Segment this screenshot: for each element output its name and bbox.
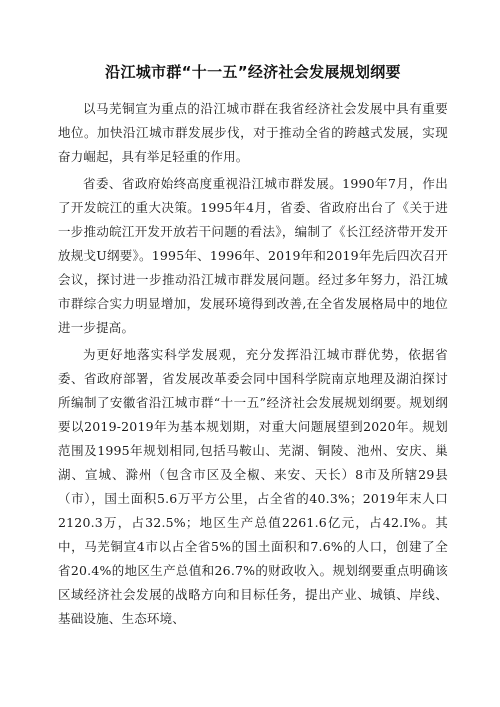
paragraph-2: 省委、省政府始终高度重视沿江城市群发展。1990年7月，作出了开发皖江的重大决策。1995年4月，省委、省政府出台了《关于进一步推动皖江开发开放若干问题的看法》，编制了《长江经济带开发开放规戈U纲要》。1995年、1996年、2019年和2019年先后四次召开会议，探讨进一步推动沿江城市群发展问题。经过多年努力，沿江城市群综合实力明显增加，发展环境得到改善,在全省发展格局中的地位进一步提高。	[58, 176, 448, 335]
document-title: 沿江城市群“十一五”经济社会发展规划纲要	[105, 63, 401, 81]
paragraph-1: 以马芜铜宣为重点的沿江城市群在我省经济社会发展中具有重要地位。加快沿江城市群发展步伐，对于推动全省的跨越式发展，实现奋力崛起，具有举足轻重的作用。	[58, 101, 448, 164]
paragraph-3: 为更好地落实科学发展观，充分发挥沿江城市群优势，依据省委、省政府部署，省发展改革委会同中国科学院南京地理及湖泊探讨所编制了安徽省沿江城市群“十一五”经济社会发展规划纲要。规划纲要以2019-2019年为基本规划期，对重大问题展望到2020年。规划范围及1995年规划相同,包括马鞍山、芜湖、铜陵、池州、安庆、巢湖、宣城、滁州（包含市区及全椒、来安、天长）8市及所辖29县（市），国土面积5.6万平方公里，占全省的40.3%；2019年末人口2120.3万，占32.5%；地区生产总值2261.6亿元，占42.I%。其中，马芜铜宣4市以占全省5%的国土面积和7.6%的人口，创建了全省20.4%的地区生产总值和26.7%的财政收入。规划纲要重点明确该区域经济社会发展的战略方向和目标任务，提出产业、城镇、岸线、基础设施、生态环境、	[58, 347, 448, 626]
